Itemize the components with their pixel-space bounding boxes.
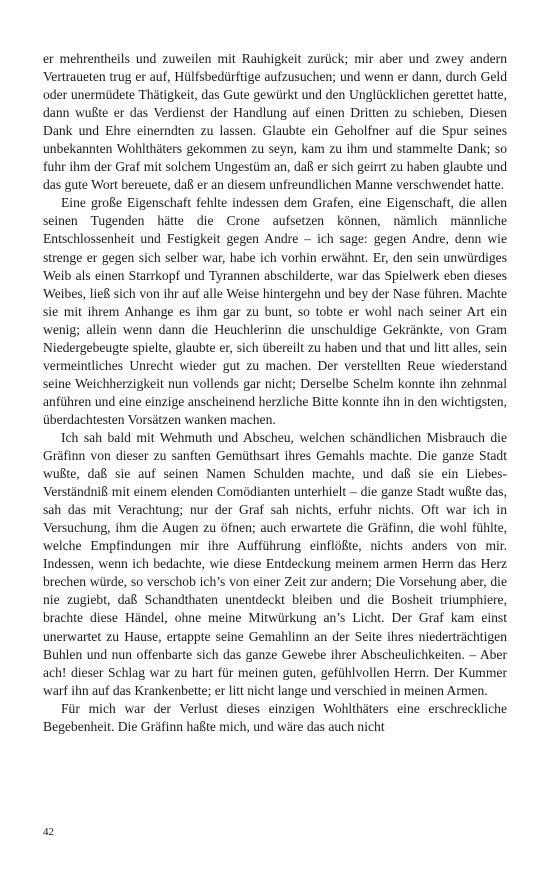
paragraph-4: Für mich war der Verlust dieses einzigen Wohlthäters eine erschreckliche Begebenheit. Die Gräfinn haßte mich, und wäre das auch nicht	[43, 700, 507, 734]
book-page	[43, 50, 507, 736]
paragraph-1: er mehrentheils und zuweilen mit Rauhigkeit zurück; mir aber und zwey andern Vertraueten trug er auf, Hülfsbedürftige aufzusuchen; und wenn er dann, durch Geld oder unermüdete Thätigkeit, das Gute gewürkt und den Unglücklichen gerettet hatte, dann wußte er das Verdienst der Handlung auf einen Dritten zu schieben, Diesen Dank und Ehre einerndten zu lassen. Glaubte ein Geholfner auf die Spur seines unbekannten Wohlthäters gekommen zu seyn, kam zu ihm und stammelte Dank; so fuhr ihm der Graf mit solchem Ungestüm an, daß er sich geirrt zu haben glaubte und das gute Wort bereuete, daß er an diesem unfreundlichen Manne verschwendet hatte.	[43, 51, 507, 193]
paragraph-3: Ich sah bald mit Wehmuth und Abscheu, welchen schändlichen Misbrauch die Gräfinn von dieser zu sanften Gemüthsart ihres Gemahls machte. Die ganze Stadt wußte, daß sie auf seinen Namen Schulden machte, und daß sie ein Liebes-Verständniß mit einem elenden Comödianten unterhielt – die ganze Stadt wußte das, sah das mit Verachtung; nur der Graf sah nichts, erfuhr nichts. Oft war ich in Versuchung, ihm die Augen zu öfnen; auch erwartete die Gräfinn, die wohl fühlte, welche Empfindungen mir ihre Aufführung einflößte, nichts anders von mir. Indessen, wenn ich bedachte, wie diese Entdeckung meinem armen Herrn das Herz brechen würde, so verschob ich’s von einer Zeit zur andern; Die Vorsehung aber, die nie zugiebt, daß Schandthaten unentdeckt bleiben und die Bosheit triumphiere, brachte diese Händel, ohne meine Mitwürkung an’s Licht. Der Graf kam einst unerwartet zu Hause, ertappte seine Gemahlinn an der Seite ihres niederträchtigen Buhlen und nun offenbarte sich das ganze Gewebe ihrer Abscheulichkeiten. – Aber ach! dieser Schlag war zu hart für meinen guten, gefühlvollen Herrn. Der Kummer warf ihn auf das Krankenbette; er litt nicht lange und verschied in meinen Armen.	[43, 429, 507, 698]
page-number: 42	[43, 826, 54, 838]
paragraph-2: Eine große Eigenschaft fehlte indessen dem Grafen, eine Eigenschaft, die allen seinen Tugenden hätte die Crone aufsetzen können, nämlich männliche Entschlossenheit und Festigkeit gegen Andre – ich sage: gegen Andre, denn wie strenge er gegen sich selber war, habe ich vorhin erwähnt. Er, den sein unwürdiges Weib als einen Starrkopf und Tyrannen abschilderte, war das Spielwerk eben dieses Weibes, ließ sich von ihr auf alle Weise hintergehn und bey der Nase führen. Machte sie mit ihrem Anhange es ihm gar zu bunt, so tobte er wohl nach seiner Art ein wenig; allein wenn dann die Heuchlerinn die unschuldige Gekränkte, von Gram Niedergebeugte spielte, glaubte er, sich übereilt zu haben und that und litt alles, sein vermeintliches Unrecht wieder gut zu machen. Der verstellten Reue wiederstand seine Weichherzigkeit nun vollends gar nicht; Derselbe Schelm konnte ihn zehnmal anführen und eine einzige anscheinend herzliche Bitte konnte ihn in den wichtigsten, überdachtesten Vorsätzen wanken machen.	[43, 195, 507, 427]
